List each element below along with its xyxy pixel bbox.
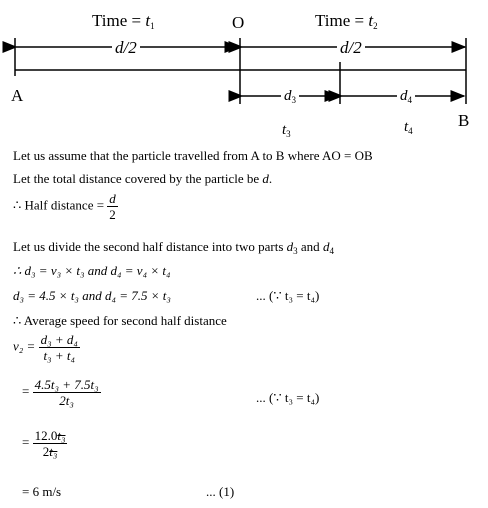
time-right-label: Time = $t_2$ <box>315 11 378 31</box>
total-distance-line: Let the total distance covered by the particle be d. <box>13 171 273 186</box>
d3-label: $d_3$ <box>281 89 299 105</box>
distance-values-line: d₃ = 4.5 × t₃ and d₄ = 7.5 × t₃ <box>13 288 171 303</box>
v2-fraction: $\frac{\text{d₃ + d₄}}{\text{t₃ + t₄}}$ <box>40 332 78 363</box>
v2-formula: v₂ = $\frac{\text{d₃ + d₄}}{\text{t₃ + t₄}}$ <box>13 332 78 363</box>
substitution-step: = $\frac{\text{4.5t₃ + 7.5t₃}}{\text{2t₃}}$ <box>22 377 99 408</box>
half-right-label: d/2 <box>337 39 365 56</box>
equal-time-note: ... (∵ t₃ = t₄) <box>256 288 320 303</box>
simplification-step: = $\frac{\text{12.0t₃}}{\text{2t₃}}$ <box>22 428 66 459</box>
substitution-fraction: $\frac{\text{4.5t₃ + 7.5t₃}}{\text{2t₃}}$ <box>34 377 99 408</box>
equation-number: ... (1) <box>206 484 235 499</box>
half-distance-line: ∴ Half distance = $\frac{d}{2}$ <box>13 191 116 222</box>
t3-label: $t_3$ <box>282 122 291 139</box>
time-left-label: Time = $t_1$ <box>92 11 155 31</box>
simplification-fraction: $\frac{\text{12.0t₃}}{\text{2t₃}}$ <box>34 428 66 459</box>
t4-label: $t_4$ <box>404 119 413 136</box>
half-left-label: d/2 <box>112 39 140 56</box>
d4-label: $d_4$ <box>397 89 415 105</box>
point-b-label: B <box>458 111 470 130</box>
half-distance-fraction: $\frac{d}{2}$ <box>109 191 116 222</box>
distance-formula-line: ∴ d₃ = v₃ × t₃ and d₄ = v₄ × t₄ <box>13 263 171 278</box>
assumption-line: Let us assume that the particle travelled from A to B where AO = OB <box>13 148 373 163</box>
average-speed-heading: ∴ Average speed for second half distance <box>13 313 227 328</box>
divide-line: Let us divide the second half distance into two parts $d_3$ and $d_4$ <box>13 239 334 256</box>
equal-time-note-2: ... (∵ t₃ = t₄) <box>256 390 320 405</box>
point-o-label: O <box>232 13 245 32</box>
point-a-label: A <box>11 86 24 105</box>
result-line: = 6 m/s <box>22 484 62 499</box>
